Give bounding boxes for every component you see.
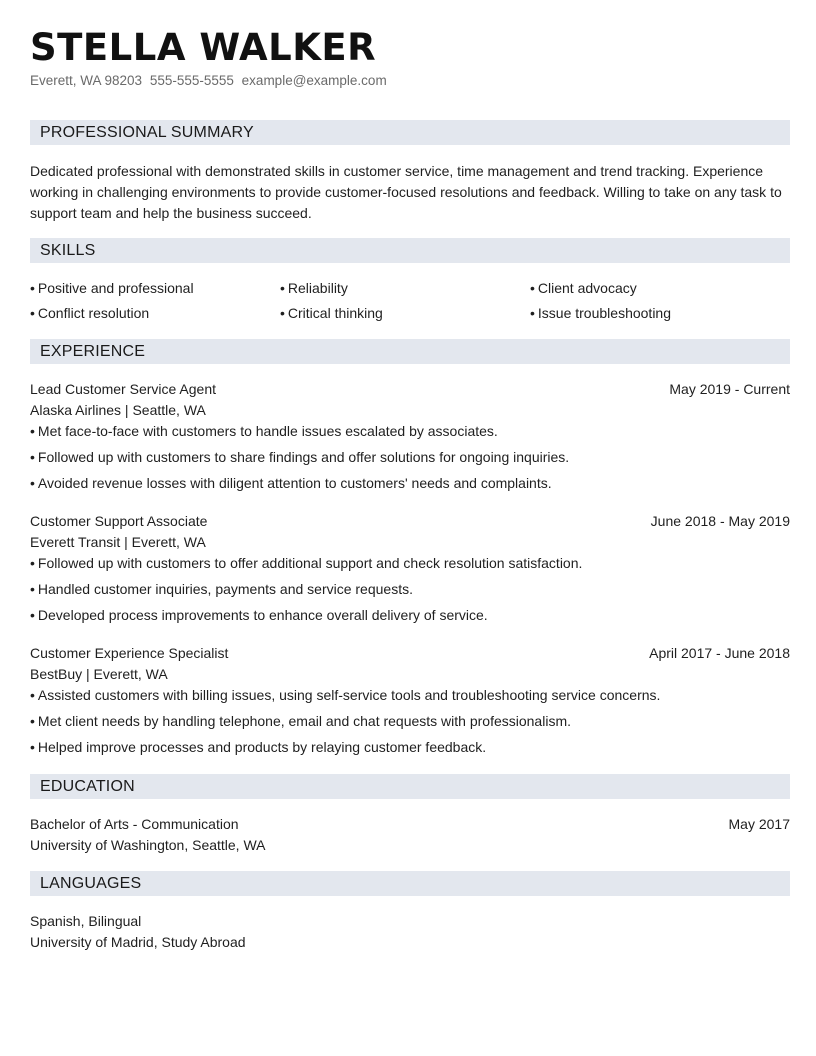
- job-title: Customer Experience Specialist: [30, 645, 229, 661]
- section-header-summary: [30, 120, 790, 145]
- job-company: Everett Transit | Everett, WA: [30, 534, 206, 550]
- job-bullet: • Met client needs by handling telephone, email and chat requests with professionalism.: [30, 711, 790, 732]
- job-bullet: • Followed up with customers to offer additional support and check resolution satisfaction.: [30, 553, 790, 574]
- section-title: LANGUAGES: [40, 875, 142, 892]
- language-detail: University of Madrid, Study Abroad: [30, 934, 246, 950]
- section-title: SKILLS: [40, 242, 96, 259]
- job-entry: [30, 643, 790, 758]
- job-bullet: • Followed up with customers to share findings and offer solutions for ongoing inquiries.: [30, 447, 790, 468]
- skill-item: • Issue troubleshooting: [530, 303, 790, 324]
- job-bullet: • Helped improve processes and products by relaying customer feedback.: [30, 737, 790, 758]
- job-title: Customer Support Associate: [30, 513, 208, 529]
- language: Spanish, Bilingual: [30, 913, 142, 929]
- section-title: EXPERIENCE: [40, 343, 146, 360]
- section-header-experience: [30, 339, 790, 364]
- section-header-skills: [30, 238, 790, 263]
- skill-item: • Positive and professional: [30, 278, 280, 299]
- section-title: EDUCATION: [40, 778, 135, 795]
- section-header-languages: [30, 871, 790, 896]
- contact-email: example@example.com: [241, 73, 387, 88]
- section-title: PROFESSIONAL SUMMARY: [40, 124, 254, 141]
- degree: Bachelor of Arts - Communication: [30, 816, 239, 832]
- section-header-education: [30, 774, 790, 799]
- skills-grid: [30, 278, 790, 324]
- education-entry: [30, 814, 790, 856]
- job-entry: [30, 511, 790, 626]
- skill-item: • Conflict resolution: [30, 303, 280, 324]
- job-bullet: • Developed process improvements to enhance overall delivery of service.: [30, 605, 790, 626]
- job-bullets: [30, 685, 790, 758]
- graduation-date: May 2017: [728, 816, 790, 832]
- job-dates: May 2019 - Current: [669, 381, 790, 397]
- job-bullets: [30, 421, 790, 494]
- skill-item: • Reliability: [280, 278, 530, 299]
- candidate-name: STELLA WALKER: [30, 26, 377, 69]
- job-entry: [30, 379, 790, 494]
- job-bullet: • Met face-to-face with customers to handle issues escalated by associates.: [30, 421, 790, 442]
- contact-phone: 555-555-5555: [149, 73, 234, 88]
- job-title: Lead Customer Service Agent: [30, 381, 216, 397]
- job-bullet: • Handled customer inquiries, payments and service requests.: [30, 579, 790, 600]
- job-dates: June 2018 - May 2019: [650, 513, 790, 529]
- summary-text: Dedicated professional with demonstrated skills in customer service, time management and trend tracking. Experience working in challenging environments to provide customer-focused resolutions and feedback. Willing to take on any task to support team and help the business succeed.: [30, 163, 782, 221]
- job-company: Alaska Airlines | Seattle, WA: [30, 402, 206, 418]
- contact-city: Everett, WA 98203: [30, 73, 143, 88]
- skill-item: • Client advocacy: [530, 278, 790, 299]
- school: University of Washington, Seattle, WA: [30, 837, 266, 853]
- skill-item: • Critical thinking: [280, 303, 530, 324]
- job-bullet: • Assisted customers with billing issues, using self-service tools and troubleshooting service concerns.: [30, 685, 790, 706]
- language-entry: [30, 911, 790, 953]
- contact-line: [30, 72, 387, 90]
- job-bullet: • Avoided revenue losses with diligent attention to customers' needs and complaints.: [30, 473, 790, 494]
- job-bullets: [30, 553, 790, 626]
- job-dates: April 2017 - June 2018: [649, 645, 790, 661]
- job-company: BestBuy | Everett, WA: [30, 666, 168, 682]
